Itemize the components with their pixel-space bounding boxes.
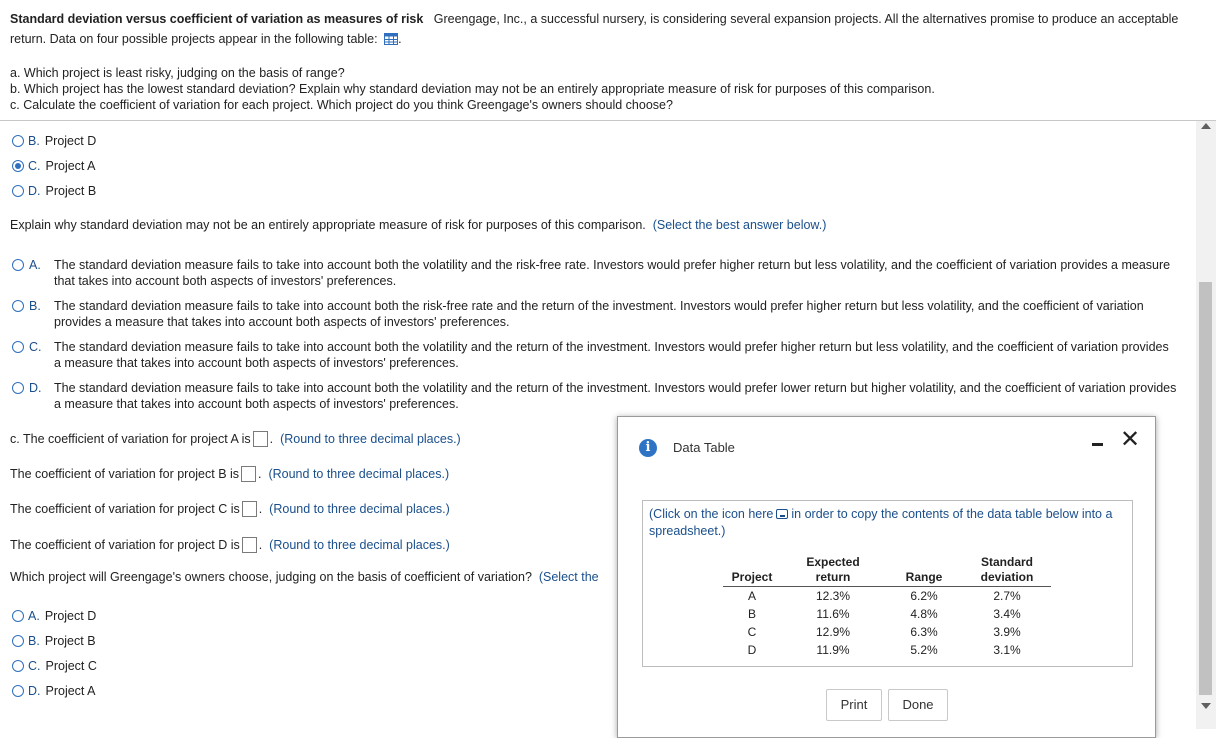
cv-line-a: c. The coefficient of variation for project A is . (Round to three decimal places.) (10, 432, 461, 446)
choose-option-a[interactable]: A. Project D (12, 609, 96, 623)
question-a: a. Which project is least risky, judging on the basis of range? (10, 66, 345, 80)
cv-a-input[interactable] (253, 431, 268, 447)
print-button[interactable]: Print (826, 689, 882, 721)
info-icon: i (639, 439, 657, 457)
table-row: C 12.9% 6.3% 3.9% (747, 625, 1021, 639)
col-header-range: Range (885, 555, 963, 587)
copy-icon[interactable] (776, 509, 788, 519)
cv-line-d: The coefficient of variation for project D is . (Round to three decimal places.) (10, 538, 450, 552)
cv-b-input[interactable] (241, 466, 256, 482)
choose-prompt: Which project will Greengage's owners choose, judging on the basis of coefficient of variation? (Select the (10, 570, 599, 584)
explain-option-a[interactable]: A. The standard deviation measure fails to take into account both the volatility and the risk-free rate. Investors would prefer higher return but less volatility, and the coefficient of variation provides a measure that takes into account both aspects of investors' preferences. (12, 257, 1177, 289)
col-header-std-dev: Standard deviation (963, 555, 1051, 587)
table-row: A 12.3% 6.2% 2.7% (747, 589, 1021, 603)
radio-button[interactable] (12, 135, 24, 147)
question-b: b. Which project has the lowest standard deviation? Explain why standard deviation may not be an entirely appropriate measure of risk for purposes of this comparison. (10, 82, 935, 96)
cv-line-c: The coefficient of variation for project C is . (Round to three decimal places.) (10, 502, 450, 516)
problem-intro: Standard deviation versus coefficient of variation as measures of risk Greengage, Inc., a successful nursery, is considering several expansion projects. All the alternatives promise to produce an acceptable return. Data on four possible projects appear in the following table: . (10, 12, 1179, 46)
option-b-project[interactable]: B. Project D (12, 134, 96, 148)
question-c: c. Calculate the coefficient of variation for each project. Which project do you think Greengage's owners should choose? (10, 98, 673, 112)
radio-button-selected[interactable] (12, 160, 24, 172)
col-header-expected-return: Expected return (781, 555, 885, 587)
radio-button[interactable] (12, 382, 24, 394)
radio-button[interactable] (12, 259, 24, 271)
done-button[interactable]: Done (888, 689, 948, 721)
close-icon[interactable]: ✕ (1120, 425, 1141, 453)
cv-c-input[interactable] (242, 501, 257, 517)
cv-d-input[interactable] (242, 537, 257, 553)
radio-button[interactable] (12, 300, 24, 312)
radio-button[interactable] (12, 610, 24, 622)
copy-note: (Click on the icon here in order to copy the contents of the data table below into a spreadsheet.) (649, 507, 1113, 538)
radio-button[interactable] (12, 185, 24, 197)
explain-option-c[interactable]: C. The standard deviation measure fails to take into account both the volatility and the return of the investment. Investors would prefer higher return but less volatility, and the coefficient of variation provides a measure that takes into account both aspects of investors' preferences. (12, 339, 1177, 371)
radio-button[interactable] (12, 685, 24, 697)
question-list (10, 65, 1200, 113)
choose-option-b[interactable]: B. Project B (12, 634, 96, 648)
cv-line-b: The coefficient of variation for project B is . (Round to three decimal places.) (10, 467, 450, 481)
col-header-project: Project (723, 555, 781, 587)
option-c-project[interactable]: C. Project A (12, 159, 96, 173)
radio-button[interactable] (12, 660, 24, 672)
problem-intro-text: Greengage, Inc., a successful nursery, is considering several expansion projects. All the alternatives promise to produce an acceptable return. Data on four possible projects appear in the following table: (10, 12, 1179, 46)
scroll-down-arrow-icon[interactable] (1201, 703, 1211, 709)
data-table-panel (642, 500, 1133, 667)
table-icon[interactable] (384, 33, 398, 45)
minimize-icon[interactable] (1092, 443, 1103, 446)
table-row: D 11.9% 5.2% 3.1% (747, 643, 1021, 657)
explain-prompt: Explain why standard deviation may not be an entirely appropriate measure of risk for purposes of this comparison. (Select the best answer below.) (10, 218, 827, 232)
option-d-project[interactable]: D. Project B (12, 184, 96, 198)
radio-button[interactable] (12, 341, 24, 353)
data-table-dialog (617, 416, 1156, 738)
explain-option-d[interactable]: D. The standard deviation measure fails to take into account both the volatility and the return of the investment. Investors would prefer lower return but higher volatility, and the coefficient of variation provides a measure that takes into account both aspects of investors' preferences. (12, 380, 1177, 412)
table-row: B 11.6% 4.8% 3.4% (747, 607, 1021, 621)
radio-button[interactable] (12, 635, 24, 647)
problem-header (0, 0, 1216, 121)
data-table (723, 555, 1051, 659)
choose-option-d[interactable]: D. Project A (12, 684, 96, 698)
explain-hint: (Select the best answer below.) (652, 218, 827, 232)
scrollbar-thumb[interactable] (1199, 282, 1212, 695)
problem-title: Standard deviation versus coefficient of variation as measures of risk (10, 12, 424, 26)
choose-option-c[interactable]: C. Project C (12, 659, 97, 673)
table-header-row (723, 555, 1051, 587)
scroll-up-arrow-icon[interactable] (1201, 123, 1211, 129)
explain-option-b[interactable]: B. The standard deviation measure fails to take into account both the risk-free rate and the return of the investment. Investors would prefer higher return but less volatility, and the coefficient of variation provides a measure that takes into account both aspects of investors' preferences. (12, 298, 1177, 330)
dialog-title: Data Table (673, 440, 735, 455)
